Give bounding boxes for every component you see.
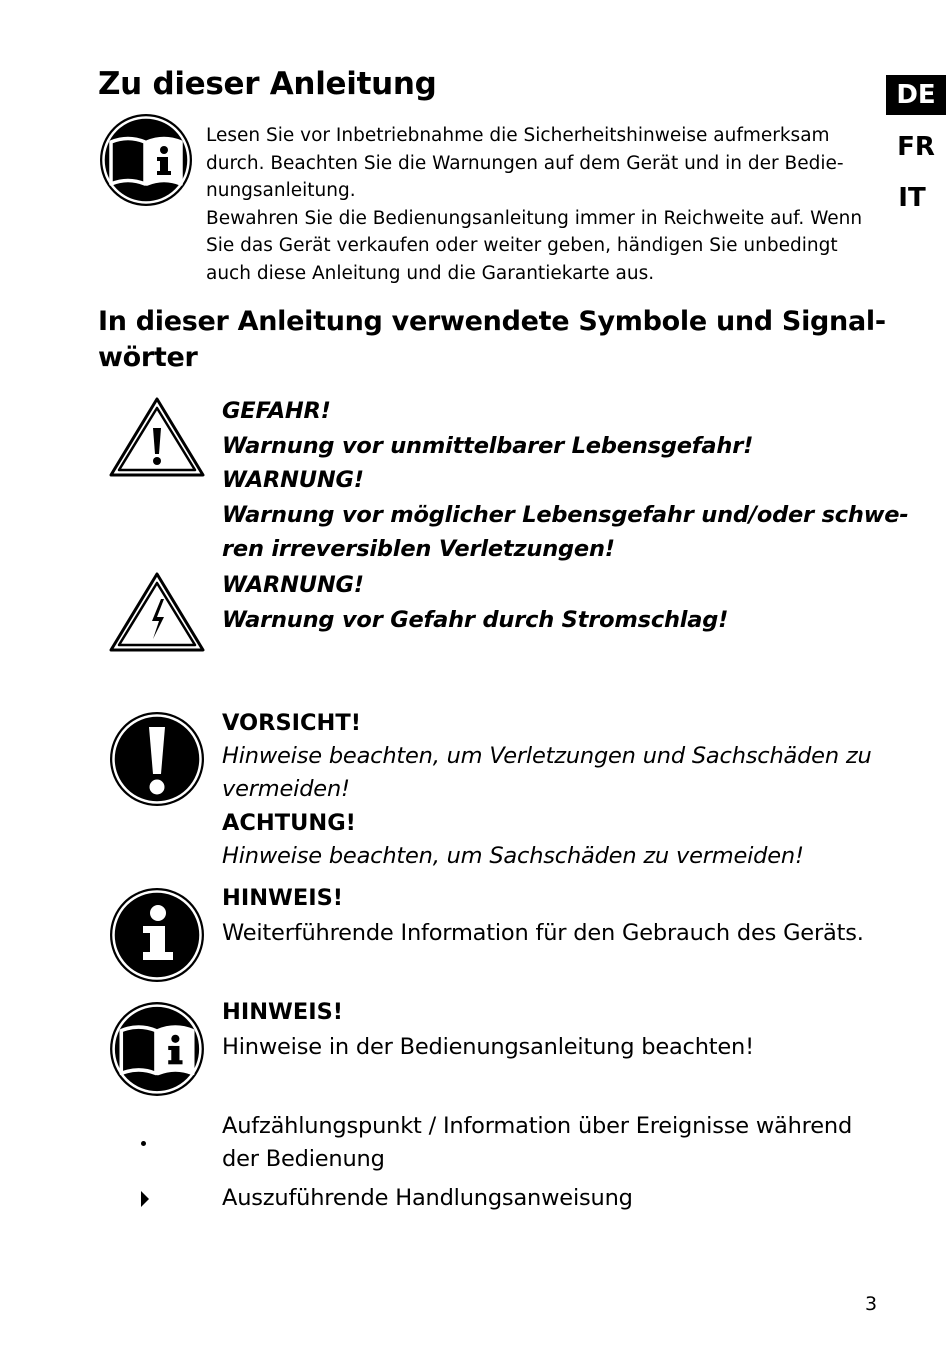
info-circle-icon: [108, 886, 206, 984]
action-text: Auszuführende Handlungsanweisung: [222, 1185, 633, 1211]
caution-text: VORSICHT! Hinweise beachten, um Verletzungen und Sachschäden zu vermeiden! ACHTUNG! Hinweise beachten, um Sachschäden zu vermeiden!: [222, 710, 872, 869]
danger-text: GEFAHR! Warnung vor unmittelbarer Lebensgefahr! WARNUNG! Warnung vor möglicher Lebensgefahr und/oder schwe- ren irreversiblen Verletzungen!: [222, 398, 909, 562]
electric-shock-icon: [108, 571, 206, 653]
manual-info-icon-2: [108, 1000, 206, 1098]
info-text: HINWEIS! Weiterführende Information für den Gebrauch des Geräts.: [222, 885, 864, 946]
bullet-text: Aufzählungspunkt / Information über Ereignisse während der Bedienung: [222, 1113, 853, 1172]
bullet-icon: [141, 1141, 146, 1146]
electric-text: WARNUNG! Warnung vor Gefahr durch Stromschlag!: [222, 572, 729, 633]
language-tab-it[interactable]: IT: [898, 183, 926, 213]
exclamation-circle-icon: [108, 710, 206, 808]
arrow-right-icon: [140, 1190, 150, 1208]
warning-triangle-icon: [108, 396, 206, 478]
intro-text: Lesen Sie vor Inbetriebnahme die Sicherheitshinweise aufmerksam durch. Beachten Sie die Warnungen auf dem Gerät und in der Bedie- nungsanleitung. Bewahren Sie die Bedienungsanleitung immer in Reichweite auf. Wenn Sie das Gerät verkaufen oder weiter geben, händigen Sie unbedingt auch diese Anleitung und die Garantiekarte aus.: [206, 125, 863, 284]
manual-text: HINWEIS! Hinweise in der Bedienungsanleitung beachten!: [222, 999, 754, 1060]
language-tab-fr[interactable]: FR: [897, 132, 935, 162]
section-title-about: Zu dieser Anleitung: [98, 66, 437, 102]
language-tab-de[interactable]: DE: [886, 75, 946, 115]
manual-info-icon: [98, 112, 194, 208]
page-number: 3: [865, 1293, 878, 1315]
section-title-symbols: In dieser Anleitung verwendete Symbole und Signal- wörter: [98, 306, 886, 373]
